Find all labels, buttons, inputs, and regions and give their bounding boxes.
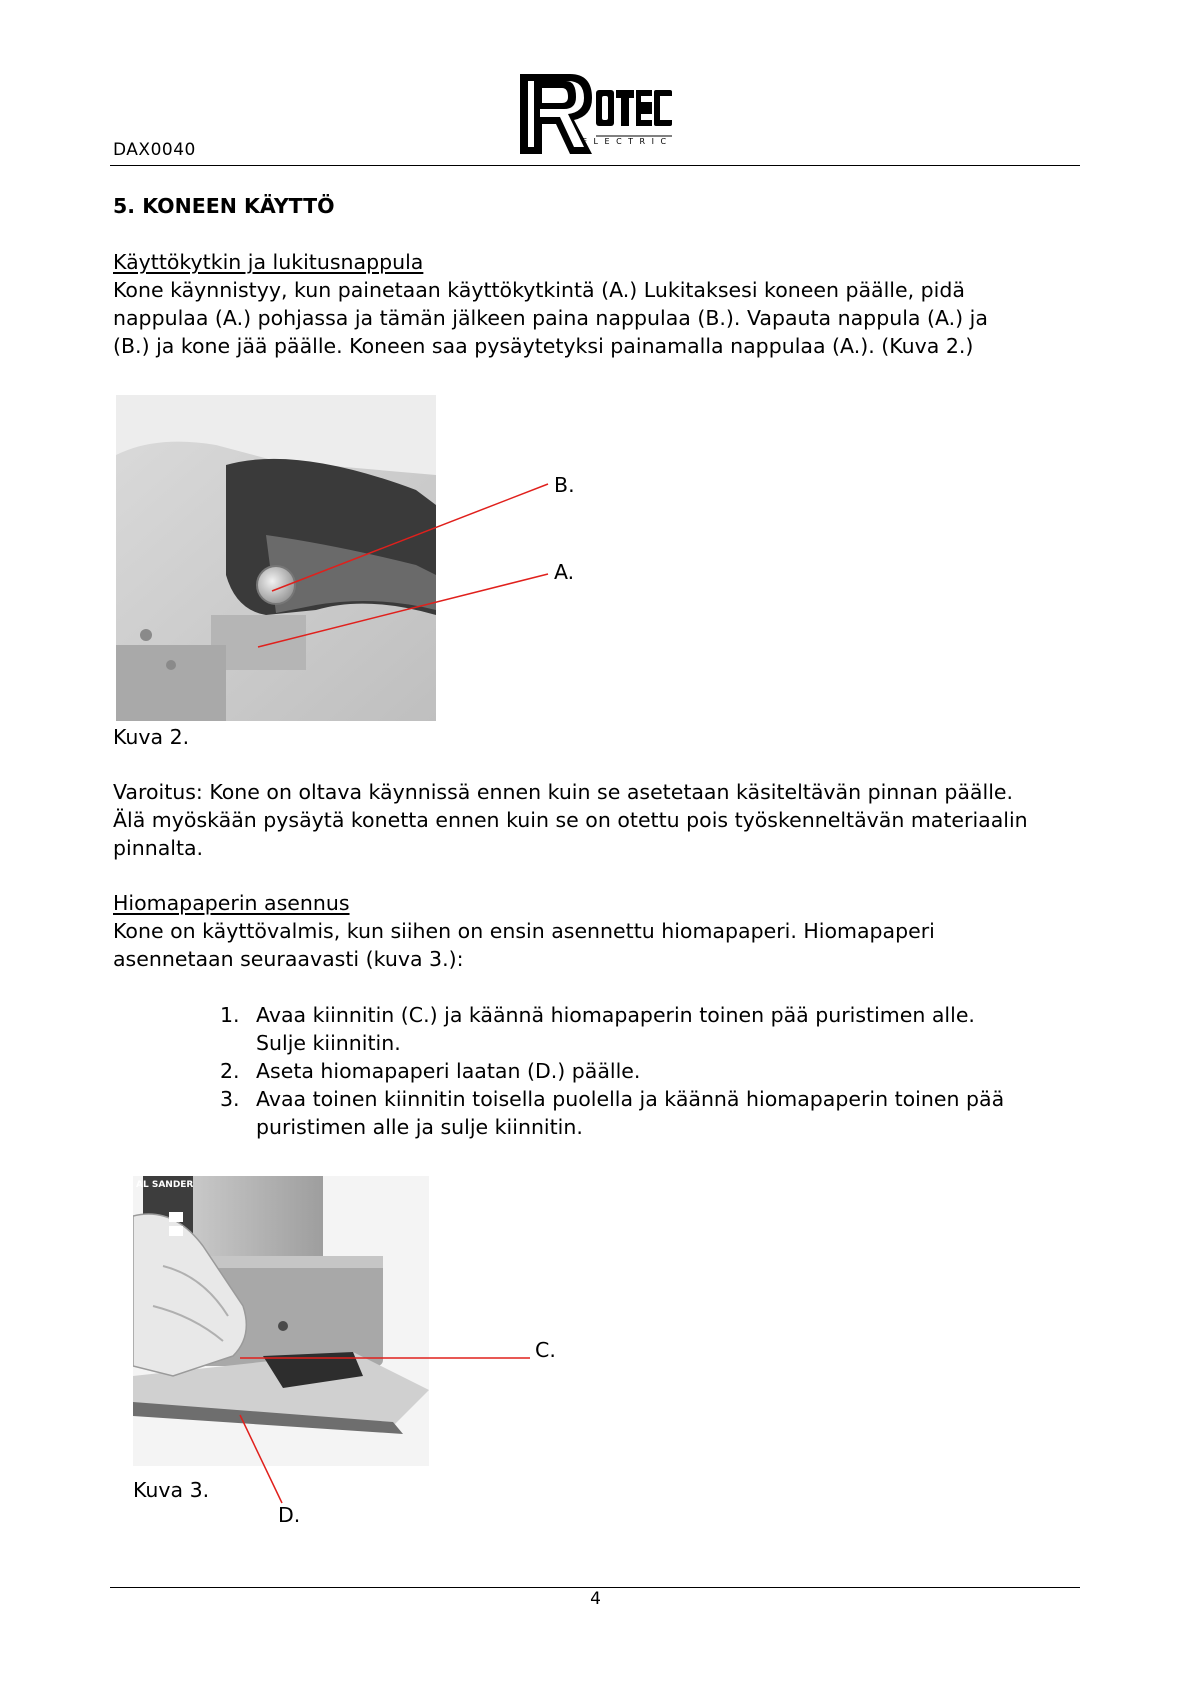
paper-heading: Hiomapaperin asennus xyxy=(113,891,350,915)
warning-line-3: pinnalta. xyxy=(113,836,204,860)
step-text: Avaa kiinnitin (C.) ja käännä hiomapaperin toinen pää puristimen alle. xyxy=(256,1003,975,1027)
callout-a: A. xyxy=(554,560,575,584)
callout-b: B. xyxy=(554,473,575,497)
step-text: puristimen alle ja sulje kiinnitin. xyxy=(256,1115,583,1139)
footer-rule xyxy=(110,1587,1080,1588)
callout-c: C. xyxy=(535,1338,556,1362)
step-text: Avaa toinen kiinnitin toisella puolella ja käännä hiomapaperin toinen pää xyxy=(256,1087,1005,1111)
switch-heading: Käyttökytkin ja lukitusnappula xyxy=(113,250,424,274)
step-number: 3. xyxy=(220,1087,240,1111)
section-title: 5. KONEEN KÄYTTÖ xyxy=(113,194,335,218)
machine-label-text: AL SANDER xyxy=(136,1180,194,1190)
step-number: 2. xyxy=(220,1059,240,1083)
step-text: Sulje kiinnitin. xyxy=(256,1031,401,1055)
warning-line-1: Varoitus: Kone on oltava käynnissä ennen kuin se asetetaan käsiteltävän pinnan päälle. xyxy=(113,780,1014,804)
switch-line-2: nappulaa (A.) pohjassa ja tämän jälkeen paina nappulaa (B.). Vapauta nappula (A.) ja xyxy=(113,306,988,330)
figure-2-caption: Kuva 2. xyxy=(113,725,190,749)
step-number: 1. xyxy=(220,1003,240,1027)
switch-line-3: (B.) ja kone jää päälle. Koneen saa pysäytetyksi painamalla nappulaa (A.). (Kuva 2.) xyxy=(113,334,974,358)
logo-subtext: ELECTRIC xyxy=(582,137,673,146)
callout-d: D. xyxy=(278,1503,301,1527)
step-text: Aseta hiomapaperi laatan (D.) päälle. xyxy=(256,1059,641,1083)
figure-3-caption: Kuva 3. xyxy=(133,1478,210,1502)
paper-line-2: asennetaan seuraavasti (kuva 3.): xyxy=(113,947,464,971)
paper-line-1: Kone on käyttövalmis, kun siihen on ensin asennettu hiomapaperi. Hiomapaperi xyxy=(113,919,935,943)
switch-line-1: Kone käynnistyy, kun painetaan käyttökytkintä (A.) Lukitaksesi koneen päälle, pidä xyxy=(113,278,965,302)
page-number: 4 xyxy=(590,1589,601,1609)
warning-line-2: Älä myöskään pysäytä konetta ennen kuin se on otettu pois työskenneltävän materiaalin xyxy=(113,808,1028,832)
document-code: DAX0040 xyxy=(113,140,196,160)
